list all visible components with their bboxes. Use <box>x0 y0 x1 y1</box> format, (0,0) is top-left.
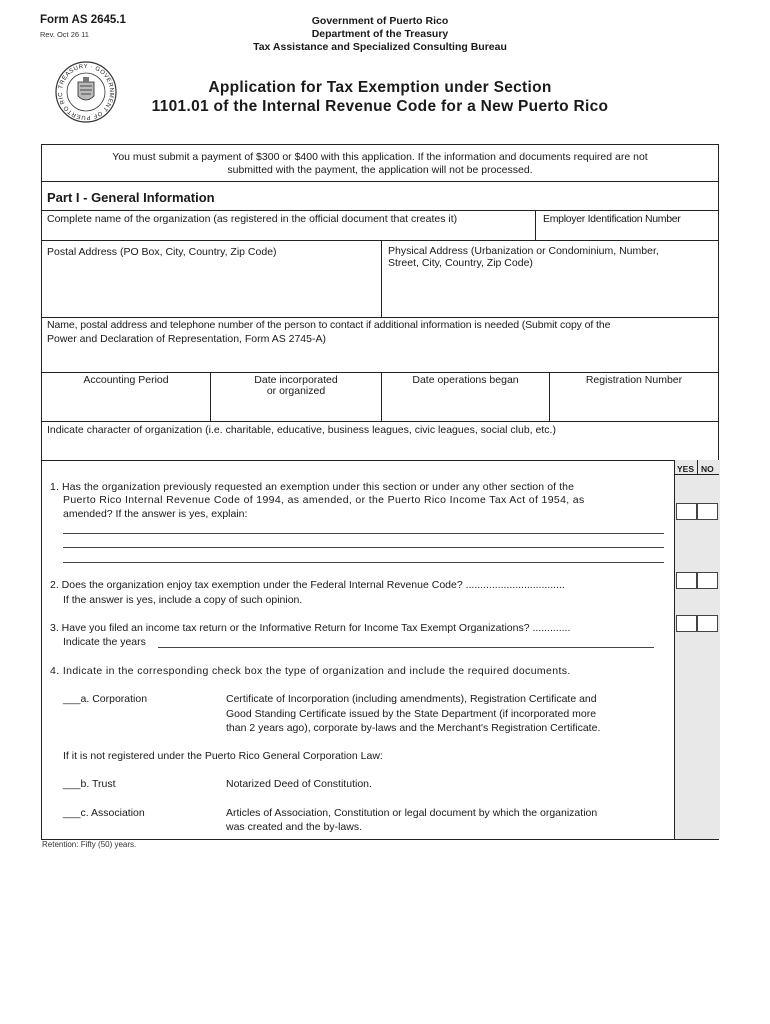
option-a-corporation[interactable]: ___a. Corporation <box>63 693 148 705</box>
q1-yes-checkbox[interactable] <box>676 503 697 520</box>
divider <box>41 240 719 241</box>
q2-no-checkbox[interactable] <box>697 572 718 589</box>
part-1-heading: Part I - General Information <box>47 190 215 205</box>
no-header: NO <box>701 464 714 474</box>
divider <box>41 210 719 211</box>
accounting-period-field[interactable]: Accounting Period <box>83 374 169 386</box>
option-c-desc-line-1: Articles of Association, Constitution or legal document by which the organization <box>226 807 598 819</box>
divider <box>535 210 536 240</box>
yes-header: YES <box>677 464 695 474</box>
divider <box>41 372 719 373</box>
retention-note: Retention: Fifty (50) years. <box>42 840 137 849</box>
option-a-desc-line-1: Certificate of Incorporation (including amendments), Registration Certificate and <box>226 693 597 705</box>
question-1-line-1: 1. Has the organization previously requested an exemption under this section or under any other section of the <box>50 481 575 493</box>
option-b-desc: Notarized Deed of Constitution. <box>226 778 372 790</box>
physical-address-field-line-1[interactable]: Physical Address (Urbanization or Condominium, Number, <box>388 245 659 257</box>
form-id: Form AS 2645.1 <box>40 14 126 26</box>
question-2-line-1: 2. Does the organization enjoy tax exemption under the Federal Internal Revenue Code? .................................. <box>50 579 565 591</box>
org-name-field[interactable]: Complete name of the organization (as registered in the official document that creates it) <box>47 213 458 225</box>
payment-notice-line-1: You must submit a payment of $300 or $400 with this application. If the information and documents required are not <box>112 151 648 163</box>
seal-text: TREASURY · GOVERNMENT OF PUERTO RIC <box>57 63 115 121</box>
physical-address-field-line-2: Street, City, Country, Zip Code) <box>388 257 533 269</box>
divider <box>697 460 698 474</box>
q3-yes-checkbox[interactable] <box>676 615 697 632</box>
q1-answer-line[interactable] <box>63 547 664 548</box>
q3-years-line[interactable] <box>158 647 654 648</box>
contact-person-field-line-1[interactable]: Name, postal address and telephone number of the person to contact if additional information is needed (Submit copy of the <box>47 319 611 331</box>
form-revision: Rev. Oct 26 11 <box>40 30 89 39</box>
q2-yes-checkbox[interactable] <box>676 572 697 589</box>
form-title-line-1: Application for Tax Exemption under Section <box>208 79 552 96</box>
divider <box>41 421 719 422</box>
question-1-line-3: amended? If the answer is yes, explain: <box>63 508 248 520</box>
divider <box>381 240 382 317</box>
divider <box>41 181 719 182</box>
registration-number-field[interactable]: Registration Number <box>585 374 683 386</box>
q1-answer-line[interactable] <box>63 533 664 534</box>
ein-field[interactable]: Employer Identification Number <box>543 213 681 225</box>
q3-no-checkbox[interactable] <box>697 615 718 632</box>
question-4: 4. Indicate in the corresponding check box the type of organization and include the required documents. <box>50 665 571 677</box>
form-title-line-2: 1101.01 of the Internal Revenue Code for a New Puerto Rico <box>151 98 609 115</box>
contact-person-field-line-2: Power and Declaration of Representation, Form AS 2745-A) <box>47 333 326 345</box>
divider <box>41 317 719 318</box>
option-c-desc-line-2: was created and the by-laws. <box>226 821 362 833</box>
option-c-association[interactable]: ___c. Association <box>63 807 145 819</box>
question-3-line-1: 3. Have you filed an income tax return or the Informative Return for Income Tax Exempt Organizations? ............. <box>50 622 571 634</box>
postal-address-field[interactable]: Postal Address (PO Box, City, Country, Zip Code) <box>47 246 277 258</box>
divider <box>41 460 719 461</box>
question-3-line-2: Indicate the years <box>63 636 146 648</box>
org-character-field[interactable]: Indicate character of organization (i.e. charitable, educative, business leagues, civic leagues, social club, etc.) <box>47 424 556 436</box>
payment-notice-line-2: submitted with the payment, the application will not be processed. <box>227 164 533 176</box>
gov-line-2: Department of the Treasury <box>311 28 449 40</box>
date-operations-field[interactable]: Date operations began <box>412 374 519 386</box>
question-2-line-2: If the answer is yes, include a copy of such opinion. <box>63 594 303 606</box>
option-a-desc-line-3: than 2 years ago), corporate by-laws and the Merchant's Registration Certificate. <box>226 722 601 734</box>
option-b-trust[interactable]: ___b. Trust <box>63 778 116 790</box>
date-incorporated-field-line-2: or organized <box>266 385 326 397</box>
q1-answer-line[interactable] <box>63 562 664 563</box>
not-registered-note: If it is not registered under the Puerto Rico General Corporation Law: <box>63 750 383 762</box>
option-a-desc-line-2: Good Standing Certificate issued by the State Department (if incorporated more <box>226 708 597 720</box>
question-1-line-2: Puerto Rico Internal Revenue Code of 1994, as amended, or the Puerto Rico Income Tax Act of 1954, as <box>63 494 585 506</box>
divider <box>674 474 719 475</box>
q1-no-checkbox[interactable] <box>697 503 718 520</box>
gov-line-1: Government of Puerto Rico <box>311 15 449 27</box>
date-incorporated-field-line-1[interactable]: Date incorporated <box>254 374 338 386</box>
gov-line-3: Tax Assistance and Specialized Consulting Bureau <box>253 41 507 53</box>
